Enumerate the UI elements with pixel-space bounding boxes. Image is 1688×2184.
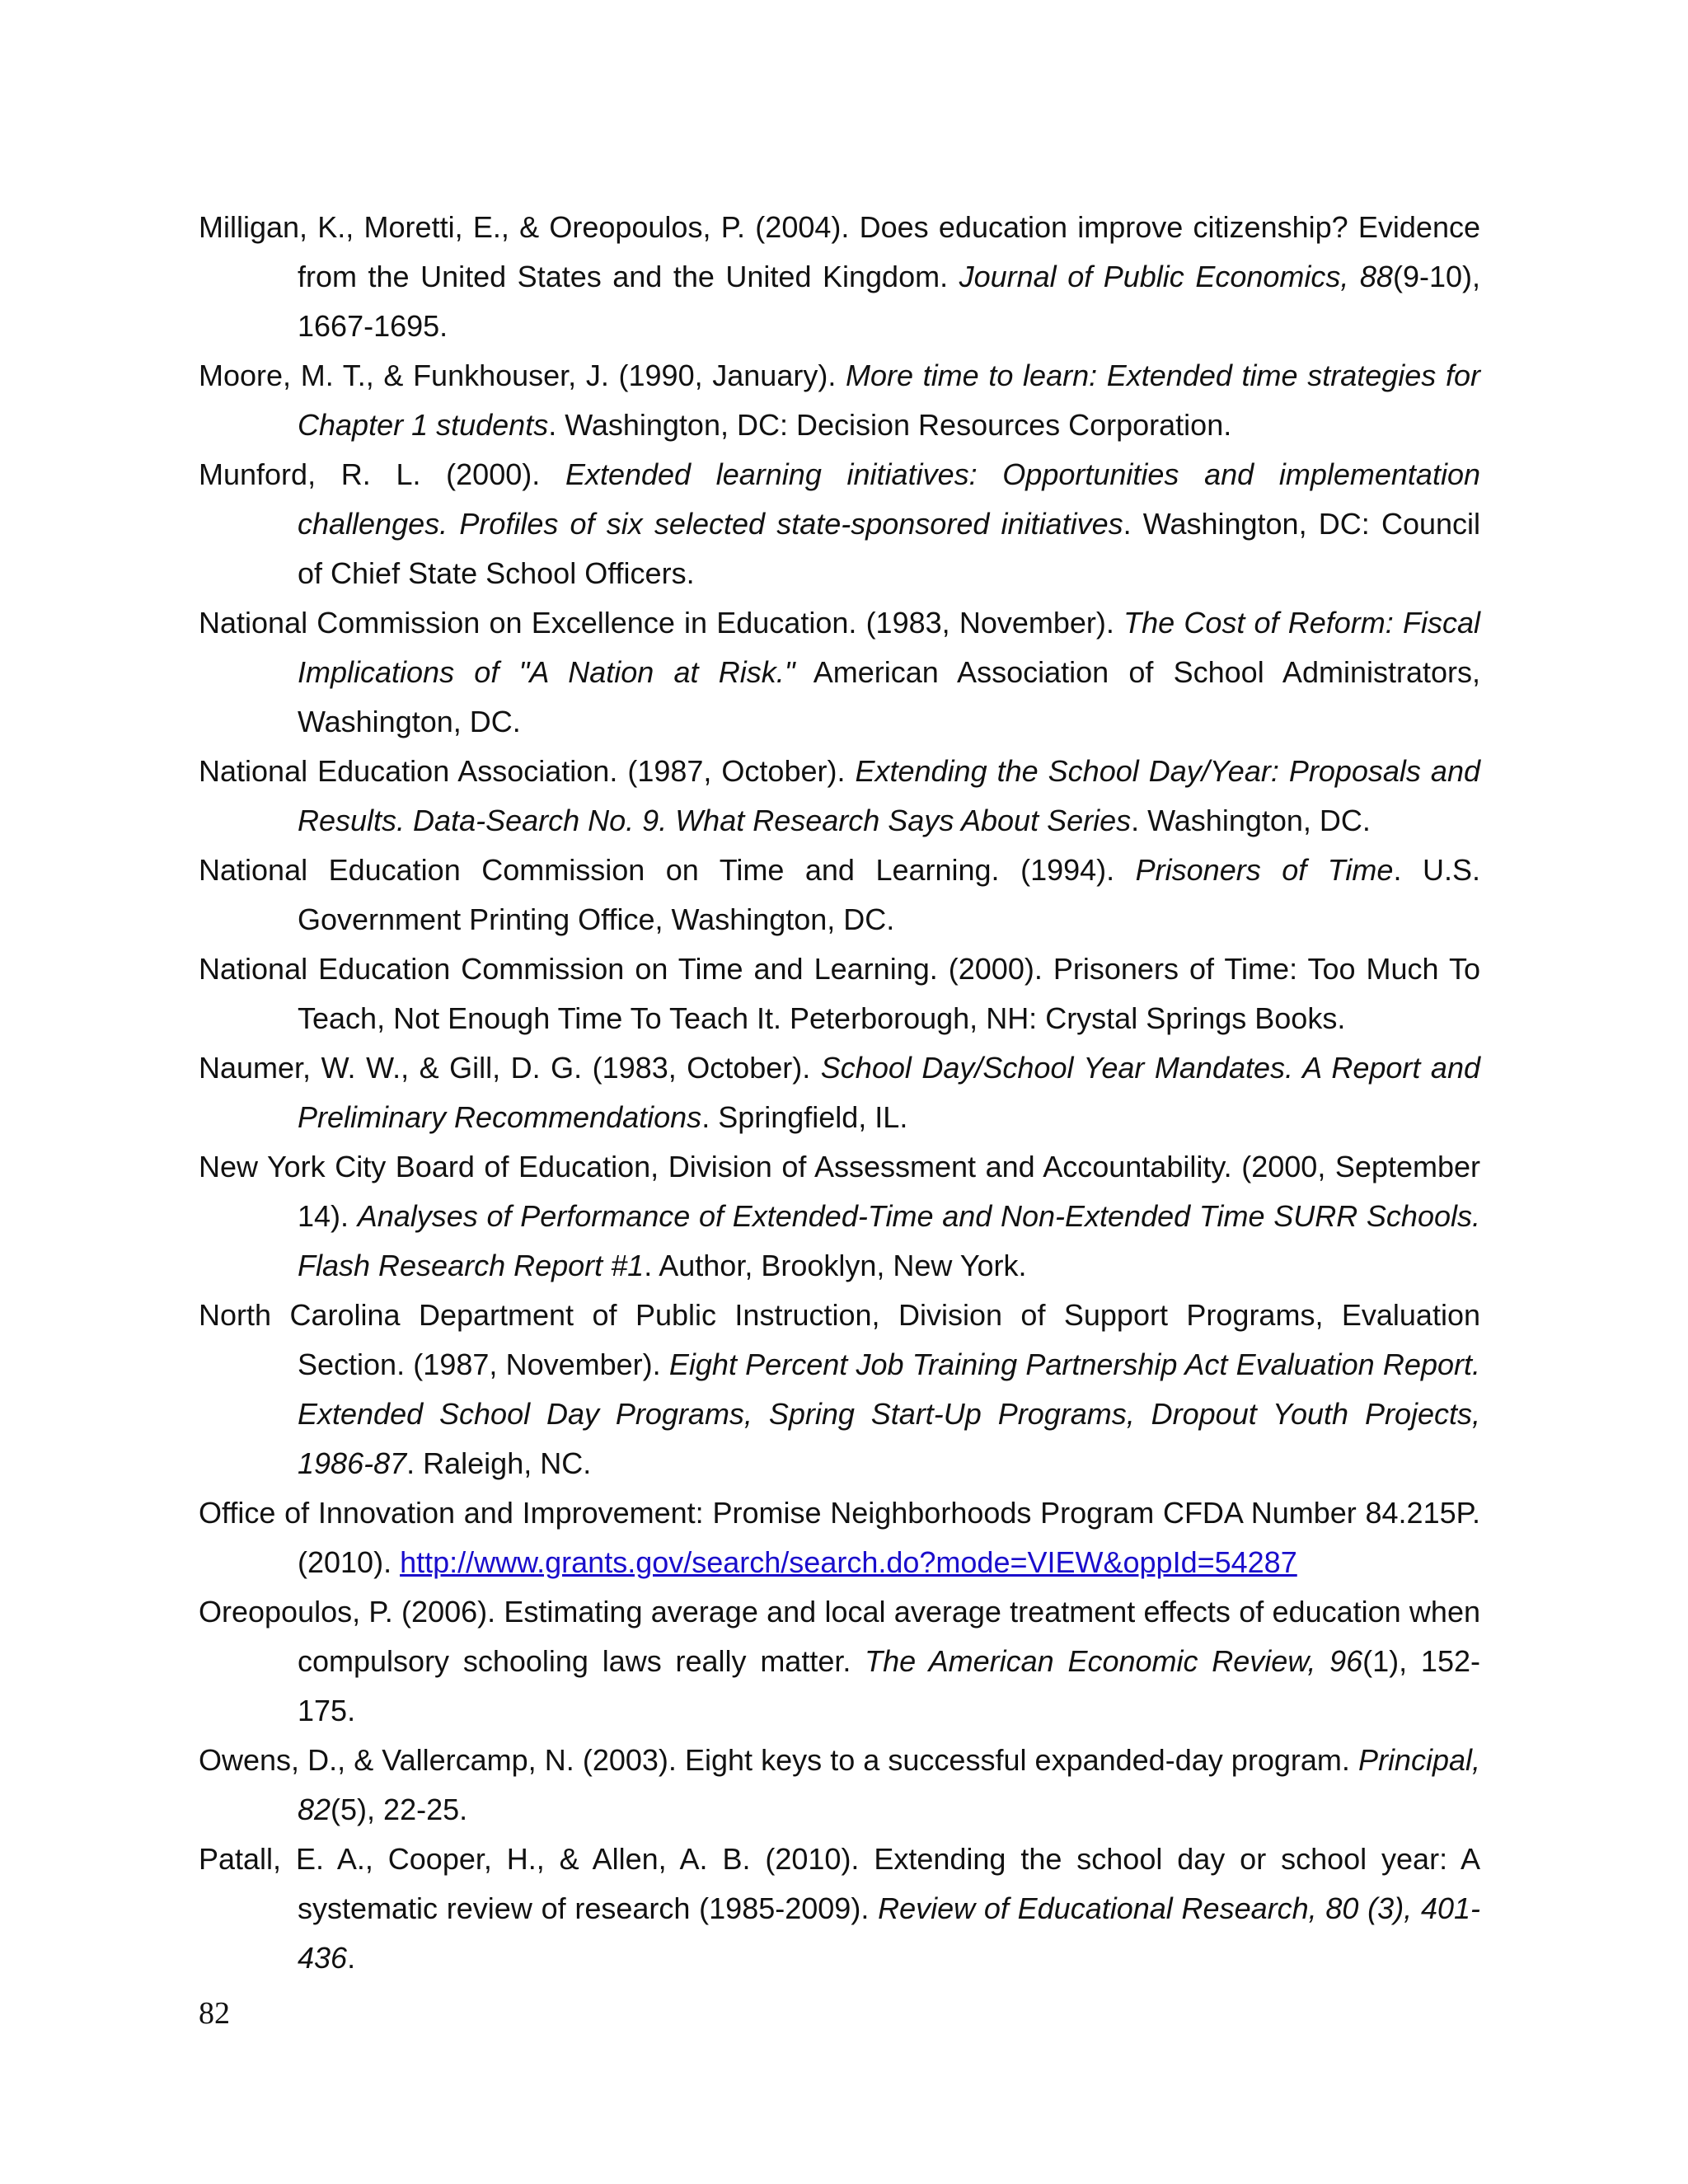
reference-text: American Association of School Administrators, Washington, DC. bbox=[298, 655, 1480, 738]
reference-list bbox=[199, 203, 1480, 1983]
reference-text: (9-10), 1667-1695. bbox=[298, 260, 1480, 343]
reference-text: Patall, E. A., Cooper, H., & Allen, A. B. (2010). Extending the school day or school year: A systematic review of research (1985-2009). bbox=[199, 1842, 1480, 1925]
reference-entry bbox=[199, 203, 1480, 351]
reference-text: North Carolina Department of Public Instruction, Division of Support Programs, Evaluation Section. (1987, November). bbox=[199, 1298, 1480, 1381]
reference-entry bbox=[199, 1142, 1480, 1291]
reference-text: Oreopoulos, P. (2006). Estimating average and local average treatment effects of education when compulsory schooling laws really matter. bbox=[199, 1595, 1480, 1678]
reference-text: . Author, Brooklyn, New York. bbox=[644, 1249, 1027, 1282]
reference-text: . U.S. Government Printing Office, Washington, DC. bbox=[298, 853, 1480, 936]
reference-entry bbox=[199, 598, 1480, 747]
reference-italic-title: The Cost of Reform: Fiscal Implications of "A Nation at Risk." bbox=[298, 606, 1480, 689]
reference-italic-title: The American Economic Review, 96 bbox=[865, 1644, 1363, 1678]
reference-text: Munford, R. L. (2000). bbox=[199, 457, 565, 491]
reference-text: Owens, D., & Vallercamp, N. (2003). Eight keys to a successful expanded-day program. bbox=[199, 1743, 1358, 1777]
reference-entry bbox=[199, 747, 1480, 846]
reference-entry bbox=[199, 450, 1480, 598]
reference-italic-title: Prisoners of Time bbox=[1135, 853, 1394, 887]
reference-link[interactable]: http://www.grants.gov/search/search.do?mode=VIEW&oppId=54287 bbox=[400, 1545, 1297, 1579]
reference-italic-title: More time to learn: Extended time strategies for Chapter 1 students bbox=[298, 359, 1480, 442]
reference-entry bbox=[199, 1835, 1480, 1983]
reference-text: . Washington, DC. bbox=[1131, 804, 1371, 837]
reference-text: National Education Commission on Time and Learning. (1994). bbox=[199, 853, 1136, 887]
reference-text: . Washington, DC: Decision Resources Corporation. bbox=[548, 408, 1232, 442]
reference-text: . Washington, DC: Council of Chief State School Officers. bbox=[298, 507, 1480, 590]
reference-text: Moore, M. T., & Funkhouser, J. (1990, January). bbox=[199, 359, 846, 392]
reference-text: (5), 22-25. bbox=[331, 1793, 468, 1826]
reference-entry bbox=[199, 1291, 1480, 1488]
reference-text: National Education Commission on Time and Learning. (2000). Prisoners of Time: Too Much To Teach, Not Enough Time To Teach It. Peterborough, NH: Crystal Springs Books. bbox=[199, 952, 1480, 1035]
reference-text: . bbox=[347, 1941, 356, 1975]
reference-text: . Springfield, IL. bbox=[701, 1100, 908, 1134]
reference-text: Office of Innovation and Improvement: Promise Neighborhoods Program CFDA Number 84.215P. (2010). bbox=[199, 1496, 1480, 1579]
reference-italic-title: Analyses of Performance of Extended-Time and Non-Extended Time SURR Schools. Flash Research Report #1 bbox=[298, 1199, 1480, 1282]
reference-text: New York City Board of Education, Division of Assessment and Accountability. (2000, September 14). bbox=[199, 1150, 1480, 1233]
reference-text: Naumer, W. W., & Gill, D. G. (1983, October). bbox=[199, 1051, 821, 1085]
reference-italic-title: Extended learning initiatives: Opportunities and implementation challenges. Profiles of six selected state-sponsored initiatives bbox=[298, 457, 1480, 541]
reference-entry bbox=[199, 846, 1480, 944]
reference-italic-title: Review of Educational Research, 80 (3), 401-436 bbox=[298, 1891, 1480, 1975]
reference-text: . Raleigh, NC. bbox=[406, 1446, 592, 1480]
reference-entry bbox=[199, 944, 1480, 1043]
reference-entry bbox=[199, 1736, 1480, 1835]
reference-text: National Education Association. (1987, October). bbox=[199, 754, 856, 788]
page-number: 82 bbox=[199, 1996, 230, 2031]
reference-text: (1), 152-175. bbox=[298, 1644, 1480, 1727]
reference-italic-title: School Day/School Year Mandates. A Report and Preliminary Recommendations bbox=[298, 1051, 1480, 1134]
reference-entry bbox=[199, 1587, 1480, 1736]
reference-text: National Commission on Excellence in Education. (1983, November). bbox=[199, 606, 1124, 640]
reference-text: Milligan, K., Moretti, E., & Oreopoulos, P. (2004). Does education improve citizenship? Evidence from the United States and the United Kingdom. bbox=[199, 210, 1480, 293]
reference-italic-title: Journal of Public Economics, 88 bbox=[959, 260, 1393, 293]
reference-italic-title: Extending the School Day/Year: Proposals and Results. Data-Search No. 9. What Research Says About Series bbox=[298, 754, 1480, 837]
reference-entry bbox=[199, 1043, 1480, 1142]
reference-italic-title: Eight Percent Job Training Partnership Act Evaluation Report. Extended School Day Programs, Spring Start-Up Programs, Dropout Youth Projects, 1986-87 bbox=[298, 1347, 1480, 1480]
reference-entry bbox=[199, 1488, 1480, 1587]
reference-entry bbox=[199, 351, 1480, 450]
reference-italic-title: Principal, 82 bbox=[298, 1743, 1480, 1826]
